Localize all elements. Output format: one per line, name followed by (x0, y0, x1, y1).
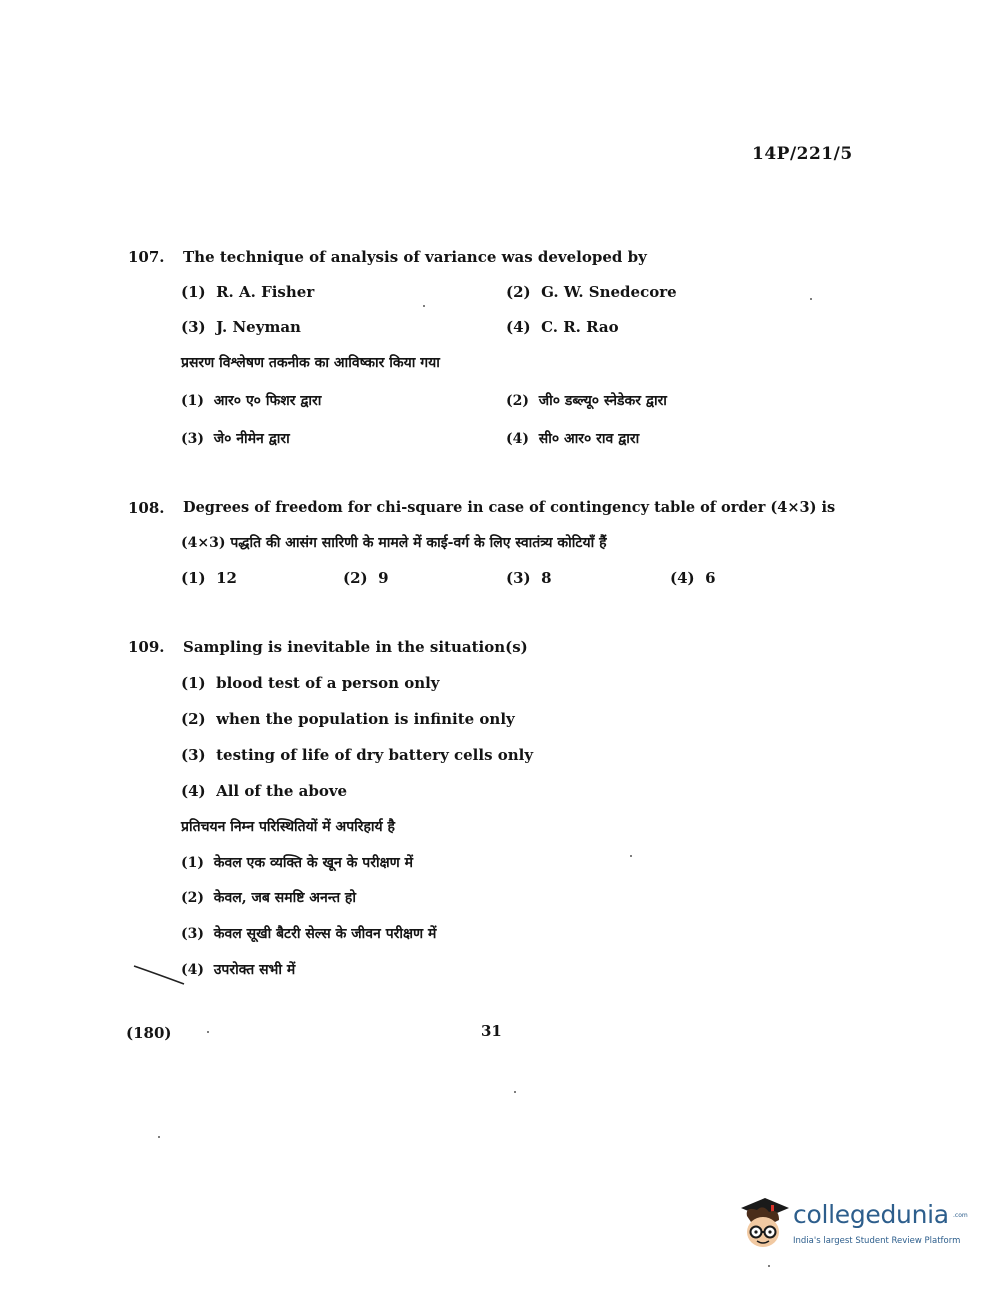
scan-speck (514, 1091, 516, 1093)
q107-option-3: (3) J. Neyman (181, 318, 301, 336)
scan-speck (630, 855, 632, 857)
q107-hindi-option-3: (3) जे० नीमेन द्वारा (181, 431, 290, 447)
mascot-graduate-icon (735, 1196, 791, 1256)
scan-speck (423, 305, 425, 307)
question-107-number: 107. (128, 248, 165, 266)
q107-option-2: (2) G. W. Snedecore (506, 283, 677, 301)
q107-hindi-option-1: (1) आर० ए० फिशर द्वारा (181, 393, 322, 409)
q109-hindi-option-2: (2) केवल, जब समष्टि अनन्त हो (181, 890, 356, 906)
logo-brand-text: collegedunia (793, 1200, 949, 1229)
page-number: 31 (481, 1022, 502, 1040)
scan-speck (158, 1136, 160, 1138)
scan-speck (768, 1265, 770, 1267)
logo-tagline: India's largest Student Review Platform (793, 1236, 961, 1246)
q109-hindi-option-4: (4) उपरोक्त सभी में (181, 962, 296, 978)
q108-option-1: (1) 12 (181, 569, 237, 587)
logo-domain-suffix: .com (953, 1212, 968, 1219)
q107-hindi-option-2: (2) जी० डब्ल्यू० स्नेडेकर द्वारा (506, 393, 667, 409)
scan-speck (810, 298, 812, 300)
q107-option-1: (1) R. A. Fisher (181, 283, 315, 301)
q109-option-4: (4) All of the above (181, 782, 348, 800)
q107-hindi-text: प्रसरण विश्लेषण तकनीक का आविष्कार किया गया (181, 355, 440, 371)
question-109-text: Sampling is inevitable in the situation(s) (183, 638, 528, 656)
q109-hindi-option-3: (3) केवल सूखी बैटरी सेल्स के जीवन परीक्षण में (181, 926, 437, 942)
q109-option-2: (2) when the population is infinite only (181, 710, 515, 728)
q108-option-2: (2) 9 (343, 569, 389, 587)
q108-option-4: (4) 6 (670, 569, 716, 587)
q108-hindi-text: (4×3) पद्धति की आसंग सारिणी के मामले में काई-वर्ग के लिए स्वातंत्र्य कोटियाँ हैं (181, 535, 607, 551)
scan-speck (207, 1031, 209, 1033)
question-107-text: The technique of analysis of variance was developed by (183, 248, 647, 266)
collegedunia-logo (735, 1196, 968, 1260)
question-109-number: 109. (128, 638, 165, 656)
q109-hindi-text: प्रतिचयन निम्न परिस्थितियों में अपरिहार्य है (181, 819, 395, 835)
question-108-number: 108. (128, 499, 165, 517)
question-108-text: Degrees of freedom for chi-square in case of contingency table of order (4×3) is (183, 499, 836, 516)
paper-code: 14P/221/5 (752, 144, 853, 164)
footer-code: (180) (126, 1024, 172, 1042)
q109-option-3: (3) testing of life of dry battery cells only (181, 746, 534, 764)
q108-option-3: (3) 8 (506, 569, 552, 587)
q109-hindi-option-1: (1) केवल एक व्यक्ति के खून के परीक्षण में (181, 855, 413, 871)
q107-option-4: (4) C. R. Rao (506, 318, 619, 336)
q107-hindi-option-4: (4) सी० आर० राव द्वारा (506, 431, 640, 447)
q109-option-1: (1) blood test of a person only (181, 674, 440, 692)
pen-stroke-mark (132, 962, 188, 988)
